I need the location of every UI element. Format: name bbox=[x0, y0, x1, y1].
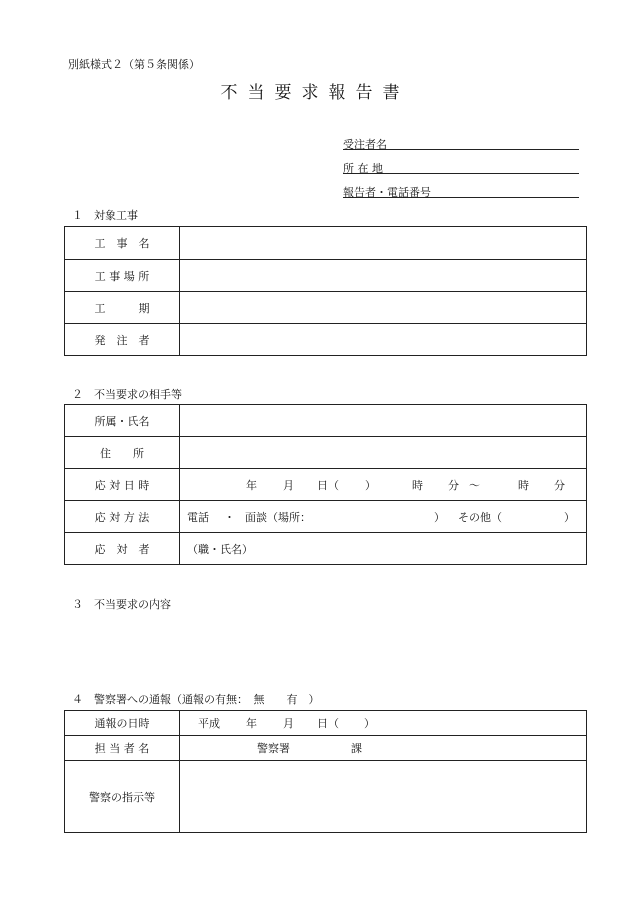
table-row bbox=[65, 501, 587, 533]
affiliation-input[interactable] bbox=[180, 405, 587, 437]
month-unit: 月 bbox=[283, 478, 294, 492]
client-label: 発 注 者 bbox=[65, 324, 180, 356]
table-row bbox=[65, 533, 587, 565]
response-datetime-label: 応 対 日 時 bbox=[65, 469, 180, 501]
responder-label: 応 対 者 bbox=[65, 533, 180, 565]
work-name-label: 工 事 名 bbox=[65, 227, 180, 260]
work-location-input[interactable] bbox=[180, 260, 587, 292]
table-row bbox=[65, 260, 587, 292]
responder-note: （職・氏名） bbox=[187, 542, 253, 556]
police-station-label: 警察署 bbox=[257, 742, 290, 755]
report-month-unit: 月 bbox=[283, 717, 294, 730]
method-meeting: 面談（場所： bbox=[245, 510, 311, 524]
hour-unit-end: 時 bbox=[518, 478, 529, 492]
tilde-separator: ～ bbox=[469, 478, 480, 492]
contractor-address-field[interactable] bbox=[343, 160, 579, 174]
client-input[interactable] bbox=[180, 324, 587, 356]
address-label: 住 所 bbox=[65, 437, 180, 469]
meeting-paren-close: ） bbox=[434, 510, 445, 524]
officer-name-label: 担 当 者 名 bbox=[65, 736, 180, 761]
reporter-phone-label: 報告者・電話番号 bbox=[343, 186, 431, 199]
method-dot: ・ bbox=[224, 510, 235, 524]
table-row bbox=[65, 405, 587, 437]
response-method-label: 応 対 方 法 bbox=[65, 501, 180, 533]
response-datetime-input[interactable] bbox=[180, 469, 587, 501]
police-report-table bbox=[64, 710, 587, 833]
work-name-input[interactable] bbox=[180, 227, 587, 260]
response-method-input[interactable] bbox=[180, 501, 587, 533]
method-phone: 電話 bbox=[187, 510, 209, 524]
address-input[interactable] bbox=[180, 437, 587, 469]
report-year-unit: 年 bbox=[246, 717, 257, 730]
contractor-address-label: 所 在 地 bbox=[343, 162, 383, 175]
era-label: 平成 bbox=[198, 717, 220, 730]
minute-unit: 分 bbox=[448, 478, 459, 492]
section1-heading: １ 対象工事 bbox=[72, 209, 138, 222]
division-label: 課 bbox=[351, 742, 362, 755]
work-period-label: 工 期 bbox=[65, 292, 180, 324]
report-paren-close: ） bbox=[364, 717, 375, 730]
police-instructions-input[interactable] bbox=[180, 761, 587, 833]
table-row bbox=[65, 711, 587, 736]
requester-table bbox=[64, 404, 587, 565]
affiliation-label: 所属・氏名 bbox=[65, 405, 180, 437]
paren-close: ） bbox=[365, 478, 376, 492]
work-location-label: 工 事 場 所 bbox=[65, 260, 180, 292]
table-row bbox=[65, 736, 587, 761]
page-title: 不当要求報告書 bbox=[220, 83, 410, 103]
work-period-input[interactable] bbox=[180, 292, 587, 324]
contractor-name-label: 受注者名 bbox=[343, 138, 387, 151]
day-unit: 日（ bbox=[317, 478, 339, 492]
reporter-phone-field[interactable] bbox=[343, 184, 579, 198]
officer-name-input[interactable] bbox=[180, 736, 587, 761]
target-work-table bbox=[64, 226, 587, 356]
responder-input[interactable] bbox=[180, 533, 587, 565]
table-row bbox=[65, 761, 587, 833]
table-row bbox=[65, 324, 587, 356]
police-instructions-label: 警察の指示等 bbox=[65, 761, 180, 833]
section2-heading: ２ 不当要求の相手等 bbox=[72, 388, 182, 401]
section3-heading: ３ 不当要求の内容 bbox=[72, 598, 171, 611]
demand-content-area[interactable] bbox=[64, 614, 587, 684]
hour-unit: 時 bbox=[412, 478, 423, 492]
table-row bbox=[65, 292, 587, 324]
table-row bbox=[65, 437, 587, 469]
table-row bbox=[65, 227, 587, 260]
section4-heading: ４ 警察署への通報（通報の有無： 無 有 ） bbox=[72, 693, 320, 706]
report-date-input[interactable] bbox=[180, 711, 587, 736]
report-date-label: 通報の日時 bbox=[65, 711, 180, 736]
minute-unit-end: 分 bbox=[554, 478, 565, 492]
table-row bbox=[65, 469, 587, 501]
other-paren-close: ） bbox=[564, 510, 575, 524]
report-day-unit: 日（ bbox=[317, 717, 339, 730]
form-id: 別紙様式２（第５条関係） bbox=[68, 58, 200, 71]
contractor-name-field[interactable] bbox=[343, 136, 579, 150]
year-unit: 年 bbox=[246, 478, 257, 492]
method-other: その他（ bbox=[458, 510, 502, 524]
